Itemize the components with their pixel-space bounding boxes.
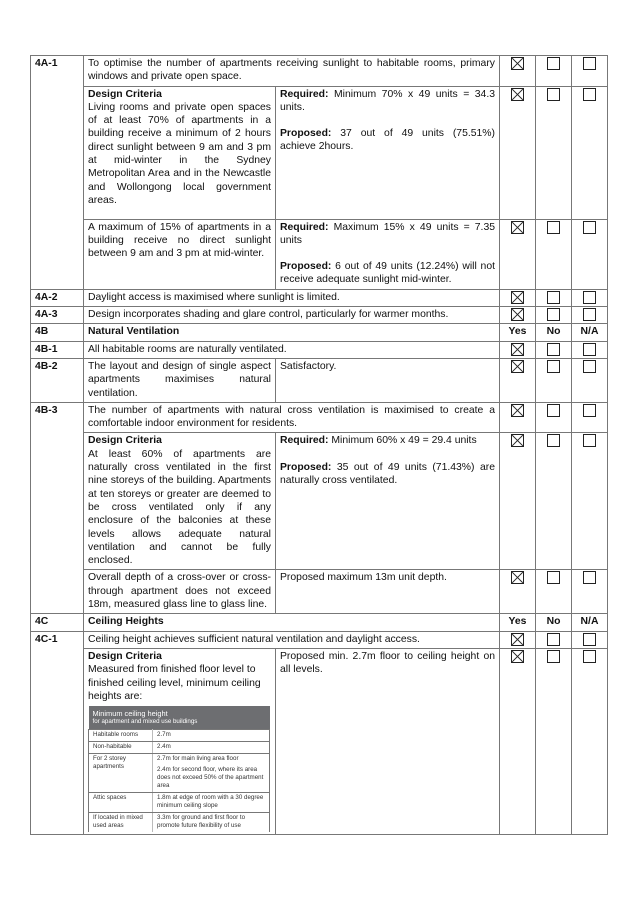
figure-row-value xyxy=(153,754,270,793)
row-4c1 xyxy=(31,631,608,648)
na-checkbox[interactable] xyxy=(572,648,608,834)
empty-box-icon xyxy=(583,633,596,646)
checked-box-icon xyxy=(511,57,524,70)
empty-box-icon xyxy=(547,88,560,101)
checked-box-icon xyxy=(511,434,524,447)
figure-row-value: 2.7m xyxy=(153,730,270,742)
yes-checkbox[interactable] xyxy=(500,358,536,402)
empty-box-icon xyxy=(583,343,596,356)
na-checkbox[interactable] xyxy=(572,358,608,402)
design-criteria-cell xyxy=(84,86,276,219)
figure-row-label: For 2 storey apartments xyxy=(89,754,153,793)
empty-box-icon xyxy=(583,57,596,70)
row-code: 4C-1 xyxy=(31,631,84,834)
figure-row-label: If located in mixed used areas xyxy=(89,813,153,833)
empty-box-icon xyxy=(547,650,560,663)
figure-row-value: 1.8m at edge of room with a 30 degree minimum ceiling slope xyxy=(153,793,270,813)
criteria-text: Living rooms and private open spaces of at least 70% of apartments in a building receive a minimum of 2 hours direct sunlight between 9 am and 3 pm at mid-winter in the Sydney Metropolitan Area and in the Newcastle and Wollongong local government areas. xyxy=(88,101,271,206)
no-checkbox[interactable] xyxy=(536,307,572,324)
section-code: 4C xyxy=(31,614,84,631)
na-checkbox[interactable] xyxy=(572,289,608,306)
row-4a1 xyxy=(31,56,608,87)
assessment-cell: Proposed maximum 13m unit depth. xyxy=(276,570,500,614)
checked-box-icon xyxy=(511,650,524,663)
row-4a1-criteria-2 xyxy=(31,219,608,289)
criteria-text: The layout and design of single aspect apartments maximises natural ventilation. xyxy=(84,358,276,402)
criteria-title: Design Criteria xyxy=(88,650,162,662)
checked-box-icon xyxy=(511,221,524,234)
section-title: Ceiling Heights xyxy=(84,614,500,631)
assessment-cell xyxy=(276,219,500,289)
row-code: 4A-3 xyxy=(31,307,84,324)
yes-column-header: Yes xyxy=(500,614,536,631)
section-header-4c xyxy=(31,614,608,631)
na-checkbox[interactable] xyxy=(572,402,608,433)
criteria-text: Measured from finished floor level to finished ceiling level, minimum ceiling heights are: xyxy=(88,664,261,702)
row-4a3 xyxy=(31,307,608,324)
row-4a2 xyxy=(31,289,608,306)
no-checkbox[interactable] xyxy=(536,402,572,433)
figure-header xyxy=(89,706,270,730)
empty-box-icon xyxy=(547,291,560,304)
figure-row xyxy=(89,793,270,813)
empty-box-icon xyxy=(547,434,560,447)
no-checkbox[interactable] xyxy=(536,289,572,306)
ceiling-height-figure xyxy=(88,706,270,832)
objective-text: All habitable rooms are naturally ventilated. xyxy=(84,341,500,358)
empty-box-icon xyxy=(547,633,560,646)
na-column-header: N/A xyxy=(572,614,608,631)
figure-subtitle: for apartment and mixed use buildings xyxy=(92,718,198,726)
yes-checkbox[interactable] xyxy=(500,86,536,219)
empty-box-icon xyxy=(547,571,560,584)
empty-box-icon xyxy=(547,57,560,70)
empty-box-icon xyxy=(583,308,596,321)
assessment-cell: Satisfactory. xyxy=(276,358,500,402)
yes-checkbox[interactable] xyxy=(500,402,536,433)
row-4b3-criteria-2 xyxy=(31,570,608,614)
no-column-header: No xyxy=(536,614,572,631)
row-code: 4B-2 xyxy=(31,358,84,402)
na-checkbox[interactable] xyxy=(572,433,608,570)
objective-text: Design incorporates shading and glare control, particularly for warmer months. xyxy=(84,307,500,324)
row-4b2 xyxy=(31,358,608,402)
row-4b3 xyxy=(31,402,608,433)
figure-row-label: Non-habitable xyxy=(89,742,153,754)
row-code: 4A-1 xyxy=(31,56,84,290)
yes-checkbox[interactable] xyxy=(500,648,536,834)
yes-checkbox[interactable] xyxy=(500,219,536,289)
figure-row-label: Attic spaces xyxy=(89,793,153,813)
empty-box-icon xyxy=(583,434,596,447)
row-4c1-criteria xyxy=(31,648,608,834)
row-4b1 xyxy=(31,341,608,358)
figure-row xyxy=(89,730,270,742)
empty-box-icon xyxy=(583,650,596,663)
no-checkbox[interactable] xyxy=(536,648,572,834)
yes-column-header: Yes xyxy=(500,324,536,341)
proposed-text: 37 out of 49 units (75.51%) achieve 2hours. xyxy=(280,128,495,153)
yes-checkbox[interactable] xyxy=(500,570,536,614)
criteria-title: Design Criteria xyxy=(88,88,162,100)
design-criteria-cell: A maximum of 15% of apartments in a building receive no direct sunlight between 9 am and 3 pm at mid-winter. xyxy=(84,219,276,289)
na-column-header: N/A xyxy=(572,324,608,341)
figure-title: Minimum ceiling height xyxy=(92,709,168,719)
empty-box-icon xyxy=(583,221,596,234)
empty-box-icon xyxy=(583,360,596,373)
proposed-label: Proposed: xyxy=(280,461,332,473)
design-criteria-cell xyxy=(84,433,276,570)
empty-box-icon xyxy=(583,291,596,304)
checked-box-icon xyxy=(511,88,524,101)
compliance-table xyxy=(30,55,608,835)
na-checkbox[interactable] xyxy=(572,341,608,358)
no-checkbox[interactable] xyxy=(536,219,572,289)
row-code: 4B-3 xyxy=(31,402,84,613)
row-4b3-criteria-1 xyxy=(31,433,608,570)
figure-row xyxy=(89,813,270,833)
required-text: Maximum 15% x 49 units = 7.35 units xyxy=(280,221,496,246)
empty-box-icon xyxy=(547,221,560,234)
figure-row-value-line: 2.7m for main living area floor xyxy=(157,755,239,763)
proposed-label: Proposed: xyxy=(280,128,332,140)
figure-row xyxy=(89,742,270,754)
required-label: Required: xyxy=(280,435,329,447)
checked-box-icon xyxy=(511,343,524,356)
no-checkbox[interactable] xyxy=(536,56,572,87)
yes-checkbox[interactable] xyxy=(500,631,536,648)
empty-box-icon xyxy=(547,308,560,321)
no-checkbox[interactable] xyxy=(536,86,572,219)
empty-box-icon xyxy=(583,571,596,584)
checked-box-icon xyxy=(511,360,524,373)
yes-checkbox[interactable] xyxy=(500,56,536,87)
criteria-title: Design Criteria xyxy=(88,435,162,447)
objective-text: Ceiling height achieves sufficient natural ventilation and daylight access. xyxy=(84,631,500,648)
section-title: Natural Ventilation xyxy=(84,324,500,341)
required-label: Required: xyxy=(280,221,329,233)
checked-box-icon xyxy=(511,291,524,304)
checked-box-icon xyxy=(511,571,524,584)
section-header-4b xyxy=(31,324,608,341)
objective-text: The number of apartments with natural cross ventilation is maximised to create a comfortable indoor environment for residents. xyxy=(84,402,500,433)
na-checkbox[interactable] xyxy=(572,86,608,219)
yes-checkbox[interactable] xyxy=(500,289,536,306)
proposed-text: 35 out of 49 units (71.43%) are naturally cross ventilated. xyxy=(280,461,495,487)
checked-box-icon xyxy=(511,404,524,417)
required-text: Minimum 70% x 49 units = 34.3 units. xyxy=(280,88,495,113)
objective-text: To optimise the number of apartments receiving sunlight to habitable rooms, primary windows and private open space. xyxy=(84,56,500,87)
no-checkbox[interactable] xyxy=(536,358,572,402)
proposed-label: Proposed: xyxy=(280,261,332,273)
design-criteria-cell: Overall depth of a cross-over or cross-through apartment does not exceed 18m, measured glass line to glass line. xyxy=(84,570,276,614)
checked-box-icon xyxy=(511,633,524,646)
empty-box-icon xyxy=(547,343,560,356)
proposed-text: 6 out of 49 units (12.24%) will not receive adequate sunlight mid-winter. xyxy=(280,261,496,286)
na-checkbox[interactable] xyxy=(572,570,608,614)
na-checkbox[interactable] xyxy=(572,219,608,289)
no-column-header: No xyxy=(536,324,572,341)
na-checkbox[interactable] xyxy=(572,56,608,87)
assessment-cell xyxy=(276,86,500,219)
required-label: Required: xyxy=(280,88,329,100)
empty-box-icon xyxy=(547,404,560,417)
empty-box-icon xyxy=(547,360,560,373)
yes-checkbox[interactable] xyxy=(500,433,536,570)
no-checkbox[interactable] xyxy=(536,341,572,358)
figure-row-value-line: 2.4m for second floor, where its area does not exceed 50% of the apartment area xyxy=(157,766,264,790)
no-checkbox[interactable] xyxy=(536,433,572,570)
row-4a1-criteria-1 xyxy=(31,86,608,219)
figure-row-value: 3.3m for ground and first floor to promote future flexibility of use xyxy=(153,813,270,833)
checked-box-icon xyxy=(511,308,524,321)
row-code: 4A-2 xyxy=(31,289,84,306)
objective-text: Daylight access is maximised where sunlight is limited. xyxy=(84,289,500,306)
empty-box-icon xyxy=(583,88,596,101)
figure-row-value: 2.4m xyxy=(153,742,270,754)
na-checkbox[interactable] xyxy=(572,307,608,324)
no-checkbox[interactable] xyxy=(536,631,572,648)
row-code: 4B-1 xyxy=(31,341,84,358)
figure-row-label: Habitable rooms xyxy=(89,730,153,742)
criteria-text: At least 60% of apartments are naturally cross ventilated in the first nine storeys of the building. Apartments at ten storeys or greater are deemed to be cross ventilated only if any enclosure of the balconies at these levels allows adequate natural ventilation and cannot be fully enclosed. xyxy=(88,448,271,567)
design-criteria-cell xyxy=(84,648,276,834)
na-checkbox[interactable] xyxy=(572,631,608,648)
section-code: 4B xyxy=(31,324,84,341)
empty-box-icon xyxy=(583,404,596,417)
required-text: Minimum 60% x 49 = 29.4 units xyxy=(331,435,477,447)
no-checkbox[interactable] xyxy=(536,570,572,614)
figure-row xyxy=(89,754,270,793)
assessment-cell: Proposed min. 2.7m floor to ceiling height on all levels. xyxy=(276,648,500,834)
assessment-cell xyxy=(276,433,500,570)
yes-checkbox[interactable] xyxy=(500,341,536,358)
yes-checkbox[interactable] xyxy=(500,307,536,324)
